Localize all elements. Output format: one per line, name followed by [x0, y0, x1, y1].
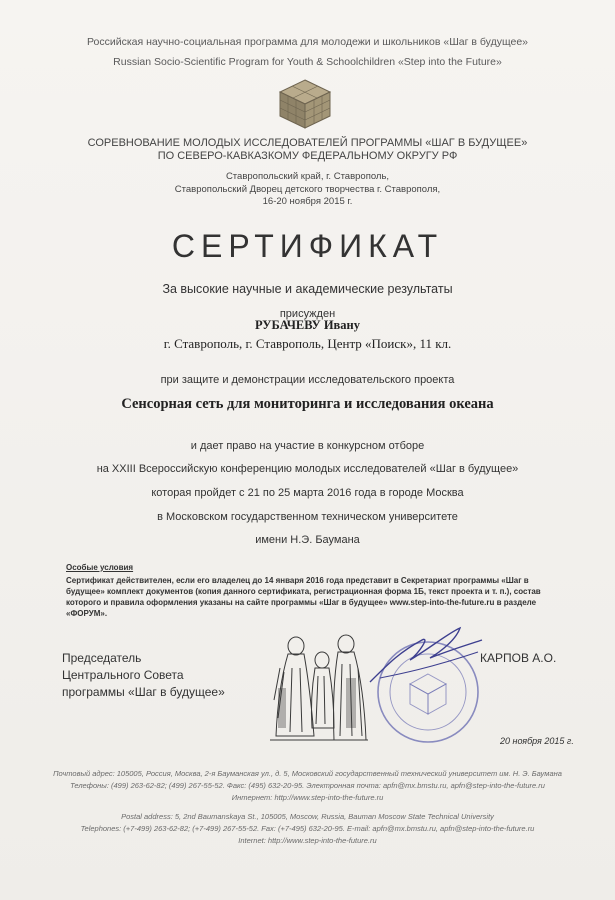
signer-title-line-3: программы «Шаг в будущее»	[62, 685, 225, 699]
program-cube-logo	[278, 78, 332, 130]
competition-dates: 16-20 ноября 2015 г.	[262, 196, 353, 207]
monks-engraving-image	[262, 628, 372, 746]
right-line-5: имени Н.Э. Баумана	[255, 534, 360, 546]
project-title: Сенсорная сеть для мониторинга и исследования океана	[121, 396, 494, 412]
competition-region: ПО СЕВЕРО-КАВКАЗКОМУ ФЕДЕРАЛЬНОМУ ОКРУГУ РФ	[157, 150, 458, 162]
award-reason: За высокие научные и академические результаты	[162, 282, 453, 296]
signer-title-line-1: Председатель	[62, 651, 142, 665]
footer-contacts-en: Telephones: (+7-499) 263-62-82; (+7-499) 267-55-52. Fax: (+7-495) 632-20-95. E-mail: apfn@mx.bmstu.ru, apfn@step-into-the-future.ru	[80, 824, 535, 833]
program-name-en: Russian Socio-Scientific Program for Youth & Schoolchildren «Step into the Future»	[113, 56, 502, 68]
footer-address-ru: Почтовый адрес: 105005, Россия, Москва, 2-я Бауманская ул., д. 5, Московский государственный технический университет им. Н. Э. Баумана	[53, 769, 562, 778]
awarded-label: присужден	[279, 308, 336, 320]
competition-title: СОРЕВНОВАНИЕ МОЛОДЫХ ИССЛЕДОВАТЕЛЕЙ ПРОГРАММЫ «ШАГ В БУДУЩЕЕ»	[87, 137, 528, 149]
recipient-school: г. Ставрополь, г. Ставрополь, Центр «Поиск», 11 кл.	[163, 336, 452, 351]
footer-address-en: Postal address: 5, 2nd Baumanskaya St., 105005, Moscow, Russia, Bauman Moscow State Technical University	[121, 812, 494, 821]
footer-website-ru: Интернет: http://www.step-into-the-future.ru	[231, 793, 384, 802]
right-line-4: в Московском государственном техническом университете	[157, 511, 458, 523]
signer-title-line-2: Центрального Совета	[62, 668, 184, 682]
program-name-ru: Российская научно-социальная программа для молодежи и школьников «Шаг в будущее»	[86, 36, 528, 48]
defense-text: при защите и демонстрации исследовательского проекта	[160, 374, 455, 386]
right-line-1: и дает право на участие в конкурсном отборе	[190, 440, 425, 452]
signer-name: КАРПОВ А.О.	[480, 651, 557, 665]
location-venue: Ставропольский Дворец детского творчества г. Ставрополя,	[174, 184, 441, 195]
right-line-3: которая пройдет с 21 по 25 марта 2016 года в городе Москва	[151, 487, 464, 499]
signature-date: 20 ноября 2015 г.	[500, 736, 574, 746]
conditions-title: Особые условия	[66, 563, 134, 572]
footer-website-en: Internet: http://www.step-into-the-future.ru	[238, 836, 377, 845]
location-city: Ставропольский край, г. Ставрополь,	[225, 171, 390, 182]
certificate-title: СЕРТИФИКАТ	[171, 228, 444, 264]
conditions-text: Сертификат действителен, если его владелец до 14 января 2016 года представит в Секретариат программы «Шаг в будущее» комплект документов (копия данного сертификата, регистрационная форма 1Б, текст проекта и т. п.), состав которого и правила оформления указаны на сайте программы «Шаг в будущее» www.step-into-the-future.ru в разделе «ФОРУМ».	[66, 576, 541, 618]
right-line-2: на XXIII Всероссийскую конференцию молодых исследователей «Шаг в будущее»	[96, 463, 519, 475]
recipient-name: РУБАЧЕВУ Ивану	[254, 318, 361, 332]
official-stamp-with-signature	[360, 622, 490, 747]
footer-contacts-ru: Телефоны: (499) 263-62-82; (499) 267-55-52. Факс: (495) 632-20-95. Электронная почта: apfn@mx.bmstu.ru, apfn@step-into-the-future.ru	[70, 781, 545, 790]
